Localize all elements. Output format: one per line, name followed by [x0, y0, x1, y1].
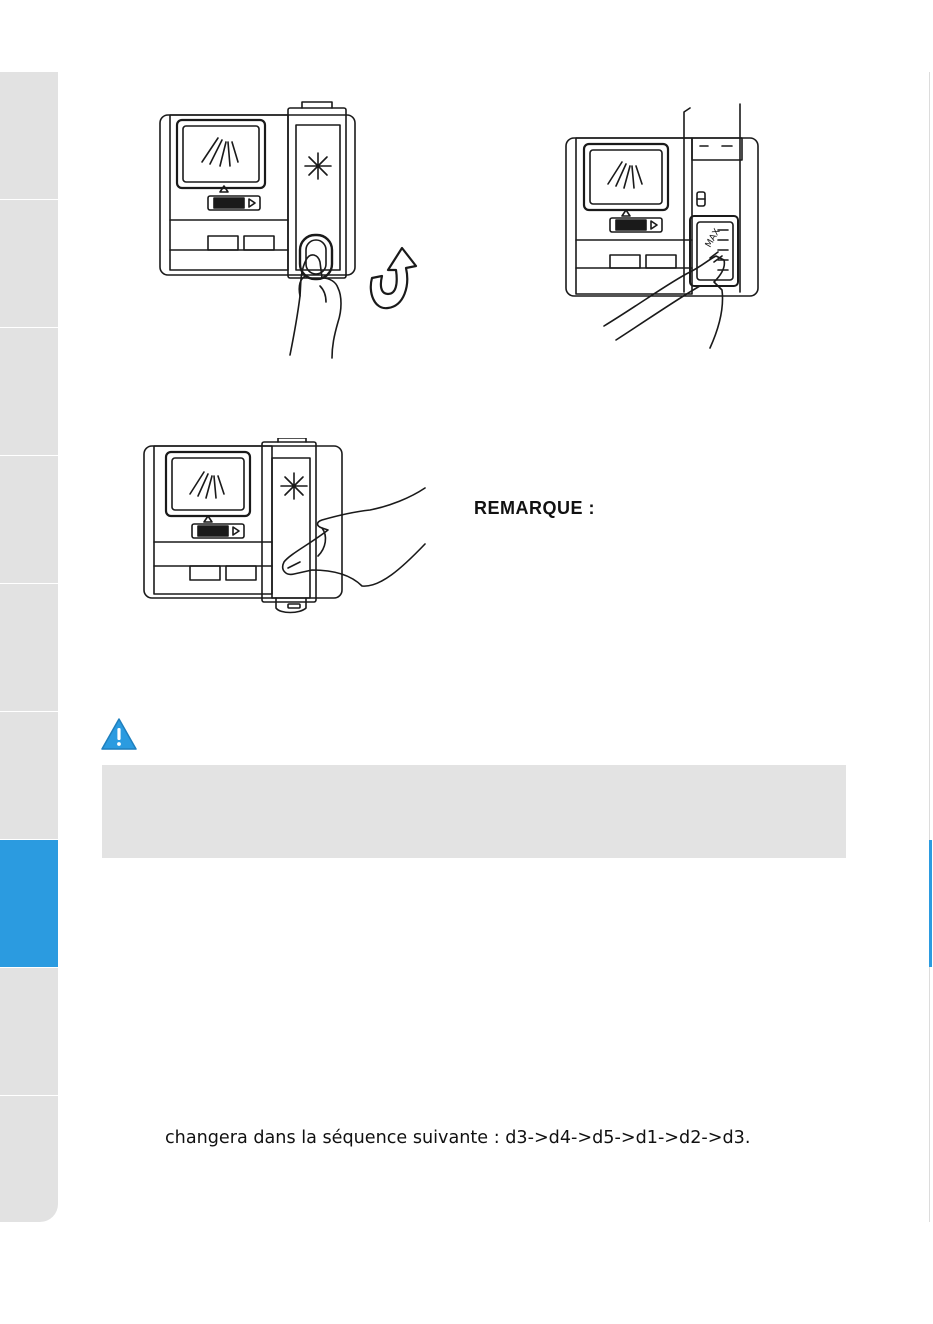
- warning-box: [102, 765, 846, 858]
- chapter-tab-7-active[interactable]: [0, 840, 58, 968]
- chapter-tab-5[interactable]: [0, 584, 58, 712]
- chapter-tab-1[interactable]: [0, 72, 58, 200]
- right-margin-rule: [929, 72, 930, 1222]
- dispenser-rinse-aid-fill-icon: [560, 100, 775, 350]
- right-margin-active-marker: [929, 840, 932, 967]
- warning-triangle-icon: [100, 717, 138, 751]
- sequence-text: changera dans la séquence suivante : d3->d4->d5->d1->d2->d3.: [165, 1128, 751, 1148]
- chapter-tab-8[interactable]: [0, 968, 58, 1096]
- chapter-tab-2[interactable]: [0, 200, 58, 328]
- chapter-tabs: [0, 72, 58, 1222]
- chapter-tab-4[interactable]: [0, 456, 58, 584]
- chapter-tab-6[interactable]: [0, 712, 58, 840]
- dispenser-open-lid-icon: [150, 100, 440, 360]
- note-label: REMARQUE :: [474, 498, 595, 518]
- dispenser-close-lid-icon: [140, 438, 430, 618]
- chapter-tab-3[interactable]: [0, 328, 58, 456]
- svg-text:MAX: MAX: [703, 227, 723, 250]
- chapter-tab-9[interactable]: [0, 1096, 58, 1222]
